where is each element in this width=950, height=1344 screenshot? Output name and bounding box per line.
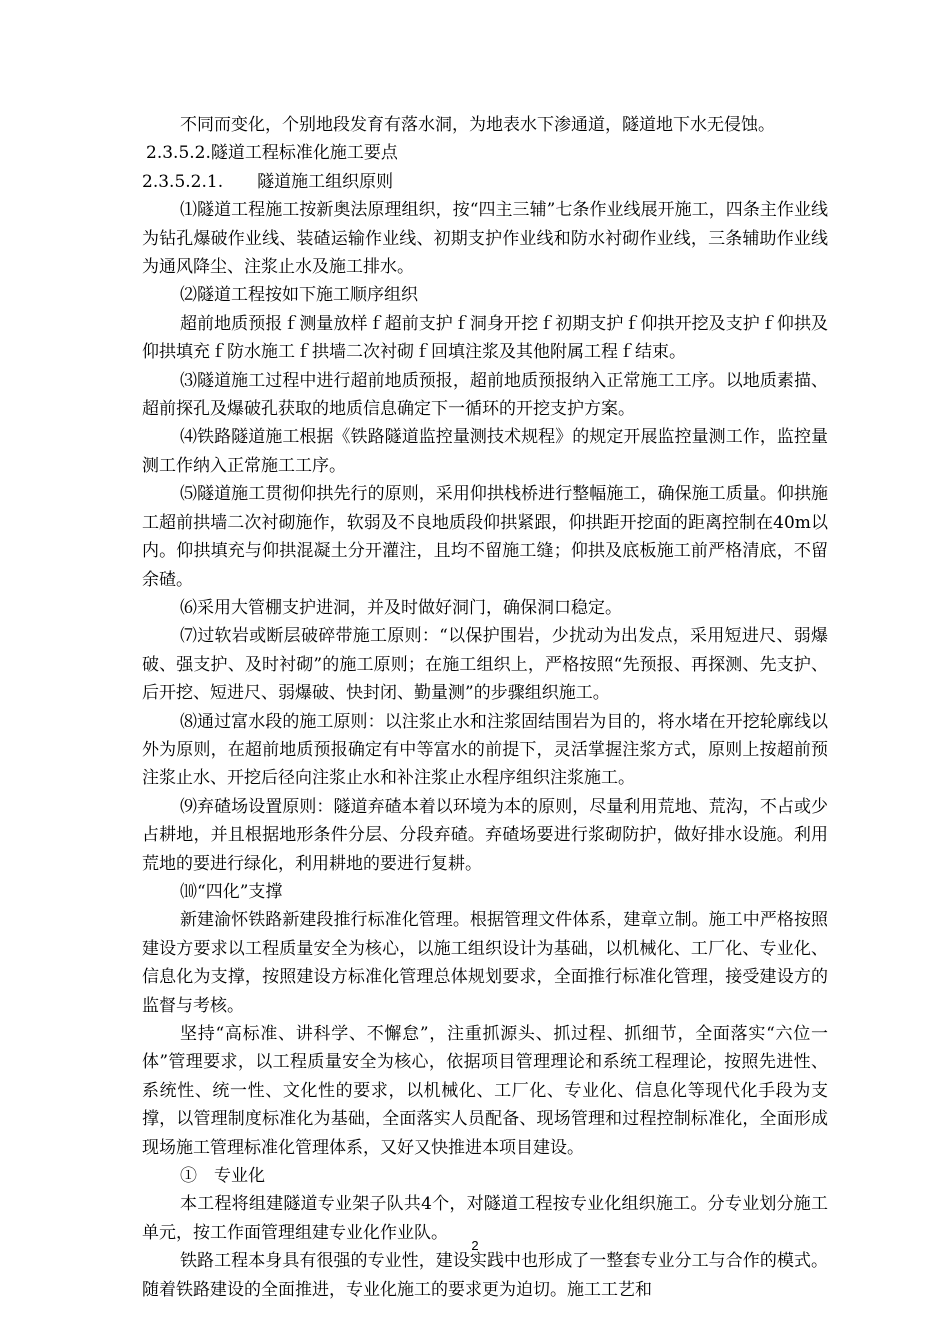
paragraph: ⑼弃碴场设置原则：隧道弃碴本着以环境为本的原则，尽量利用荒地、荒沟，不占或少占耕地，并且根据地形条件分层、分段弃碴。弃碴场要进行浆砌防护，做好排水设施。利用荒地的要进行绿化，利用耕地的要进行复耕。 — [142, 796, 828, 874]
paragraph: ⑵隧道工程按如下施工顺序组织 — [180, 285, 418, 306]
paragraph: 坚持“高标准、讲科学、不懈怠”，注重抓源头、抓过程、抓细节，全面落实“六位一体”管理要求，以工程质量安全为核心，依据项目管理理论和系统工程理论，按照先进性、系统性、统一性、文化性的要求，以机械化、工厂化、专业化、信息化等现代化手段为支撑，以管理制度标准化为基础，全面落实人员配备、现场管理和过程控制标准化，全面形成现场施工管理标准化管理体系，又好又快推进本项目建设。 — [142, 1024, 828, 1158]
section-heading: 2.3.5.2.1. 隧道施工组织原则 — [142, 171, 394, 192]
paragraph: 本工程将组建隧道专业架子队共4个，对隧道工程按专业化组织施工。分专业划分施工单元，按工作面管理组建专业化作业队。 — [142, 1194, 828, 1243]
paragraph: ⑷铁路隧道施工根据《铁路隧道监控量测技术规程》的规定开展监控量测工作，监控量测工作纳入正常施工工序。 — [142, 427, 828, 476]
paragraph: ⑺过软岩或断层破碎带施工原则：“以保护围岩，少扰动为出发点，采用短进尺、弱爆破、强支护、及时衬砌”的施工原则；在施工组织上，严格按照“先预报、再探测、先支护、后开挖、短进尺、弱爆破、快封闭、勤量测”的步骤组织施工。 — [142, 626, 828, 704]
paragraph: 铁路工程本身具有很强的专业性，建设实践中也形成了一整套专业分工与合作的模式。随着铁路建设的全面推进，专业化施工的要求更为迫切。施工工艺和 — [142, 1251, 828, 1300]
document-body — [142, 111, 828, 1304]
paragraph: ① 专业化 — [180, 1166, 265, 1187]
paragraph: 超前地质预报ｆ测量放样ｆ超前支护ｆ洞身开挖ｆ初期支护ｆ仰拱开挖及支护ｆ仰拱及仰拱填充ｆ防水施工ｆ拱墙二次衬砌ｆ回填注浆及其他附属工程ｆ结束。 — [142, 313, 828, 363]
paragraph: ⑶隧道施工过程中进行超前地质预报，超前地质预报纳入正常施工工序。以地质素描、超前探孔及爆破孔获取的地质信息确定下一循环的开挖支护方案。 — [142, 370, 828, 420]
section-heading: 2.3.5.2.隧道工程标准化施工要点 — [146, 143, 398, 164]
paragraph: 新建渝怀铁路新建段推行标准化管理。根据管理文件体系，建章立制。施工中严格按照建设方要求以工程质量安全为核心，以施工组织设计为基础，以机械化、工厂化、专业化、信息化为支撑，按照建设方标准化管理总体规划要求，全面推行标准化管理，接受建设方的监督与考核。 — [142, 910, 828, 1016]
paragraph: ⑴隧道工程施工按新奥法原理组织，按“四主三辅”七条作业线展开施工，四条主作业线为钻孔爆破作业线、装碴运输作业线、初期支护作业线和防水衬砌作业线，三条辅助作业线为通风降尘、注浆止水及施工排水。 — [142, 200, 828, 278]
paragraph: 不同而变化，个别地段发育有落水洞，为地表水下渗通道，隧道地下水无侵蚀。 — [180, 115, 775, 135]
page-number: 2 — [471, 1238, 479, 1253]
paragraph: ⑸隧道施工贯彻仰拱先行的原则，采用仰拱栈桥进行整幅施工，确保施工质量。仰拱施工超前拱墙二次衬砌施作，软弱及不良地质段仰拱紧跟，仰拱距开挖面的距离控制在40m以内。仰拱填充与仰拱混凝土分开灌注，且均不留施工缝；仰拱及底板施工前严格清底，不留余碴。 — [142, 484, 828, 590]
paragraph: ⑻通过富水段的施工原则：以注浆止水和注浆固结围岩为目的，将水堵在开挖轮廓线以外为原则，在超前地质预报确定有中等富水的前提下，灵活掌握注浆方式，原则上按超前预注浆止水、开挖后径向注浆止水和补注浆止水程序组织注浆施工。 — [142, 711, 828, 789]
paragraph: ⑹采用大管棚支护进洞，并及时做好洞门，确保洞口稳定。 — [180, 597, 622, 618]
paragraph: ⑽“四化”支撑 — [180, 881, 283, 902]
